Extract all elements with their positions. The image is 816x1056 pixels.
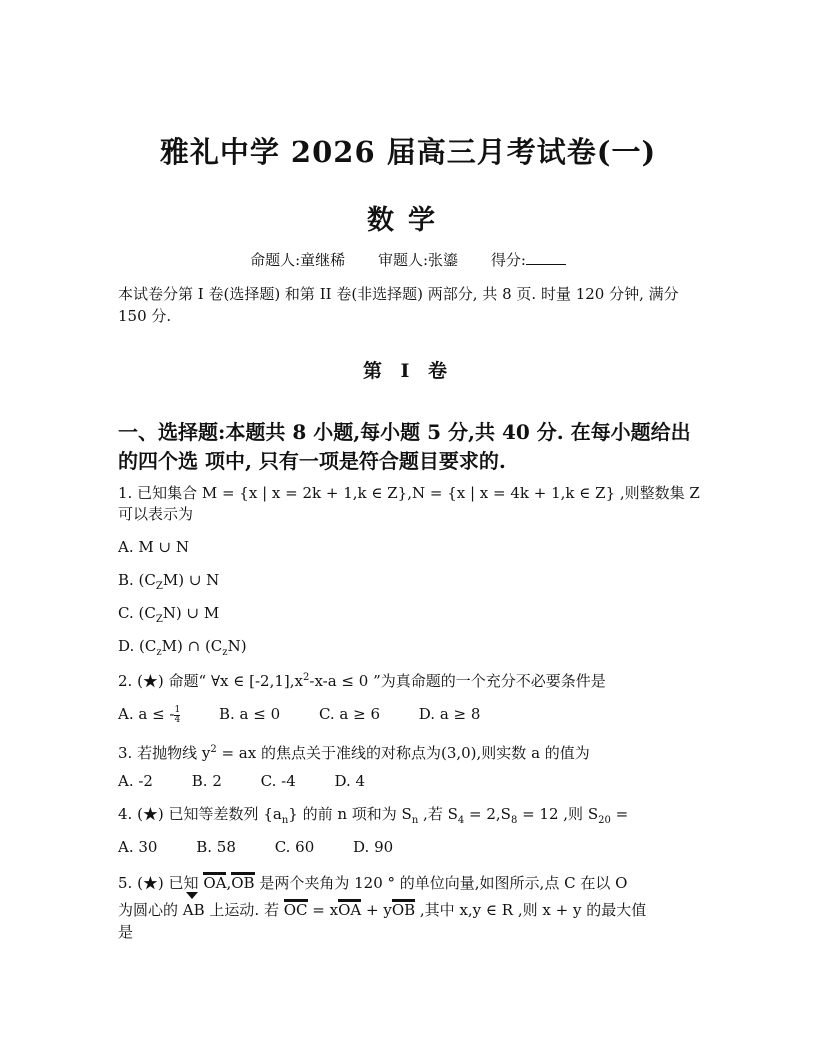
question-5-line-2 — [118, 900, 703, 921]
q3-stem-post: = ax 的焦点关于准线的对称点为(3,0),则实数 a 的值为 — [216, 744, 590, 762]
q1-b-rest: M) ∪ N — [162, 571, 220, 589]
reviewer: 审题人:张鎏 — [377, 251, 459, 269]
arc-ab: AB — [182, 901, 205, 919]
score-label: 得分: — [490, 251, 526, 269]
vector-oa-2: OA — [338, 901, 362, 919]
q4-sub5: 20 — [598, 815, 611, 826]
q3-stem-pre: 3. 若抛物线 y — [118, 744, 211, 762]
vector-ob: OB — [231, 874, 255, 892]
q4-option-d: D. 90 — [353, 838, 394, 856]
q1-b-pre: B. (C — [118, 571, 156, 589]
q2-stem-post: -x-a ≤ 0 ”为真命题的一个充分不必要条件是 — [309, 672, 606, 690]
q2-a-den: 4 — [174, 714, 181, 725]
q4-option-a: A. 30 — [118, 838, 158, 856]
q4-mid4: = 12 ,则 S — [517, 805, 599, 823]
q5-l2-pre: 为圆心的 — [118, 901, 183, 919]
q4-mid1: } 的前 n 项和为 S — [288, 805, 412, 823]
q2-a-num: 1 — [174, 704, 181, 715]
q5-l2-mid2: = x — [307, 901, 339, 919]
q1-d-pre: D. (C — [118, 637, 157, 655]
q4-option-b: B. 58 — [196, 838, 236, 856]
q4-sub1: n — [281, 815, 289, 826]
exam-title: 雅礼中学 2026 届高三月考试卷(一) — [159, 135, 657, 169]
q1-c-sub: Z — [155, 614, 163, 625]
q1-option-a: A. M ∪ N — [118, 538, 189, 556]
q4-stem-pre: 4. (★) 已知等差数列 {a — [118, 805, 282, 823]
q5-l1-pre: 5. (★) 已知 — [118, 874, 204, 892]
q3-options — [118, 771, 703, 792]
q2-option-b: B. a ≤ 0 — [219, 705, 281, 723]
q1-option-b — [118, 570, 703, 597]
question-4-stem — [118, 804, 703, 831]
vector-oc: OC — [283, 901, 308, 919]
q2-option-a — [118, 704, 180, 725]
question-1-stem: 1. 已知集合 M = {x | x = 2k + 1,k ∈ Z},N = {x | x = 4k + 1,k ∈ Z} ,则整数集 Z 可以表示为 — [118, 484, 700, 523]
question-5-line-1 — [118, 873, 703, 894]
q5-l2-mid3: + y — [361, 901, 392, 919]
q5-l2-mid1: 上运动. 若 — [204, 901, 284, 919]
subject-title: 数学 — [367, 205, 449, 236]
q4-option-c: C. 60 — [274, 838, 315, 856]
volume-title: 第 I 卷 — [362, 360, 454, 382]
q2-options — [118, 704, 703, 725]
q2-option-c: C. a ≥ 6 — [318, 705, 381, 723]
q4-sub3: 4 — [457, 815, 465, 826]
q2-stem-pre: 2. (★) 命题“ ∀x ∈ [-2,1],x — [118, 672, 303, 690]
q2-stem-sup: 2 — [303, 672, 310, 683]
q3-option-b: B. 2 — [191, 772, 222, 790]
q4-sub2: n — [411, 815, 419, 826]
q1-d-mid: M) ∩ (C — [161, 637, 223, 655]
q5-comma: , — [226, 874, 232, 892]
vector-ob-2: OB — [391, 901, 416, 919]
exam-meta — [0, 249, 816, 270]
question-2-stem — [118, 667, 703, 692]
q2-option-d: D. a ≥ 8 — [418, 705, 481, 723]
q1-option-c — [118, 603, 703, 630]
q5-l1-post: 是两个夹角为 120 ° 的单位向量,如图所示,点 C 在以 O — [254, 874, 628, 892]
question-5-line-3: 是 — [118, 923, 134, 941]
q1-d-sub1: z — [156, 647, 162, 658]
q1-b-sub: Z — [155, 581, 163, 592]
q4-mid2: ,若 S — [418, 805, 458, 823]
q4-mid3: = 2,S — [464, 805, 511, 823]
q3-option-c: C. -4 — [260, 772, 296, 790]
q2-a-fraction — [174, 706, 180, 725]
exam-intro: 本试卷分第 I 卷(选择题) 和第 II 卷(非选择题) 两部分, 共 8 页. 时量 120 分钟, 满分 150 分. — [118, 285, 679, 325]
q4-stem-post: = — [610, 805, 629, 823]
score-blank — [526, 250, 566, 265]
q2-a-pre: A. a ≤ - — [118, 705, 175, 723]
q3-option-a: A. -2 — [118, 772, 153, 790]
author: 命题人:童继稀 — [250, 251, 346, 269]
q1-c-pre: C. (C — [118, 604, 156, 622]
q1-d-rest: N) — [227, 637, 247, 655]
vector-oa: OA — [203, 874, 227, 892]
question-3-stem — [118, 739, 703, 764]
q5-l2-post: ,其中 x,y ∈ R ,则 x + y 的最大值 — [415, 901, 647, 919]
section-heading: 一、选择题:本题共 8 小题,每小题 5 分,共 40 分. 在每小题给出的四个选 项中, 只有一项是符合题目要求的. — [118, 420, 691, 473]
q1-c-rest: N) ∪ M — [162, 604, 220, 622]
score-field — [491, 251, 566, 269]
q3-option-d: D. 4 — [334, 772, 366, 790]
q1-option-d — [118, 636, 703, 663]
q4-sub4: 8 — [510, 815, 518, 826]
q1-d-sub2: z — [222, 647, 228, 658]
q3-stem-sup: 2 — [210, 744, 217, 755]
q4-options — [118, 837, 703, 858]
